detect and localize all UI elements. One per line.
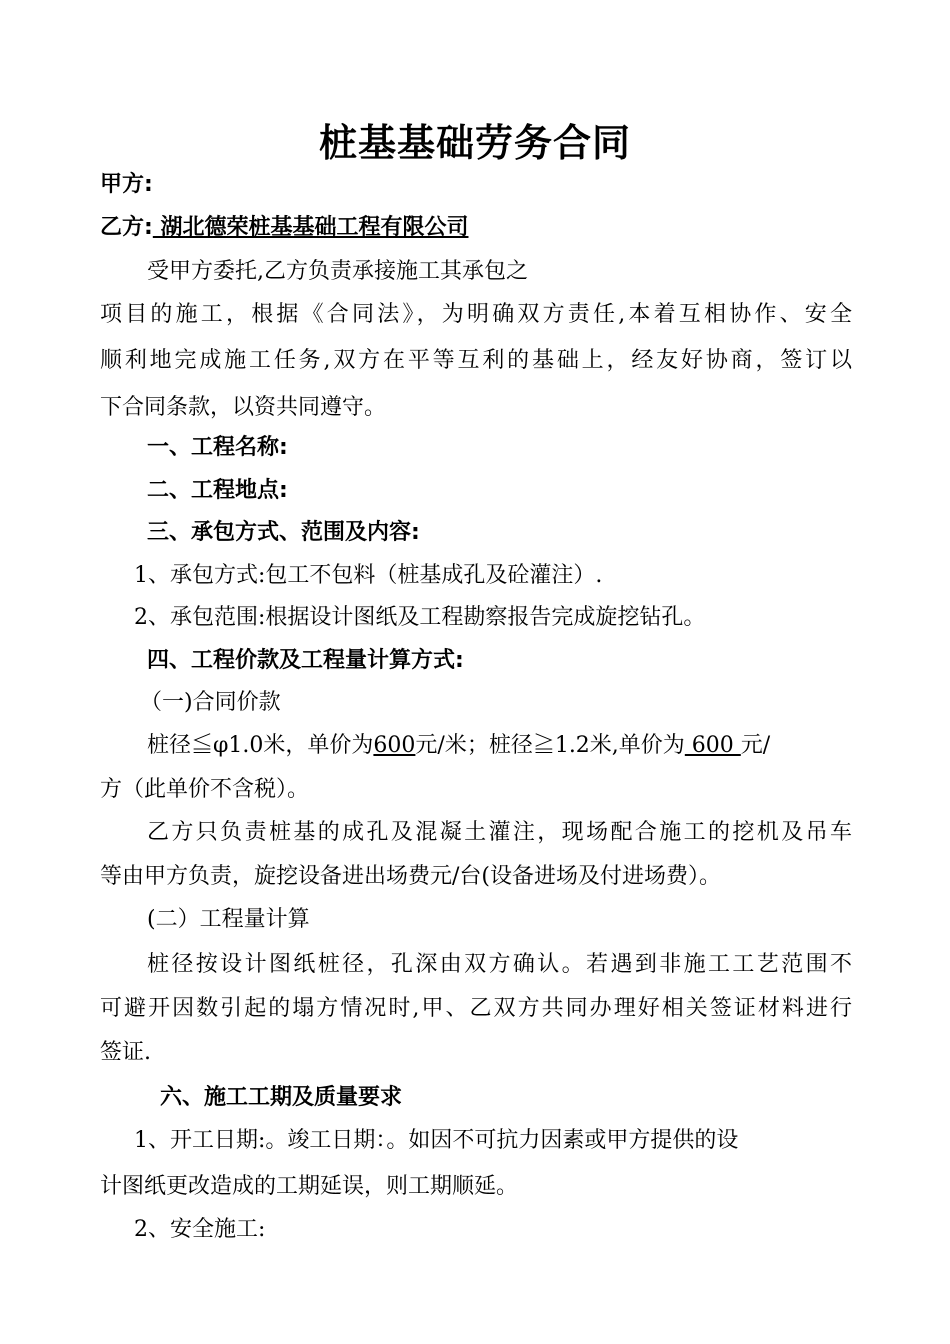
intro-line-3: 顺利地完成施工任务,双方在平等互利的基础上，经友好协商，签订以 xyxy=(100,348,852,373)
price-line-2: 方（此单价不含税）。 xyxy=(100,777,310,802)
quantity-line-3: 签证. xyxy=(100,1040,151,1065)
section-3-item-1: 1、承包方式:包工不包料（桩基成孔及砼灌注）. xyxy=(134,563,603,588)
intro-line-1: 受甲方委托,乙方负责承接施工其承包之 xyxy=(147,259,528,284)
section-6-heading: 六、施工工期及质量要求 xyxy=(160,1085,403,1110)
document-title: 桩基基础劳务合同 xyxy=(318,121,631,165)
party-b-label: 乙方: xyxy=(100,215,153,240)
intro-line-2: 项目的施工，根据《合同法》，为明确双方责任,本着互相协作、安全 xyxy=(100,302,852,327)
price-value-a: 600 xyxy=(373,733,416,758)
subsection-2-heading: (二）工程量计算 xyxy=(147,907,310,932)
quantity-line-2: 可避开因数引起的塌方情况时,甲、乙双方共同办理好相关签证材料进行 xyxy=(100,996,852,1021)
section-6-item-2: 2、安全施工: xyxy=(134,1217,266,1242)
quantity-line-1: 桩径按设计图纸桩径，孔深由双方确认。若遇到非施工工艺范围不 xyxy=(147,952,852,977)
section-1-heading: 一、工程名称: xyxy=(147,435,288,460)
party-b-line xyxy=(100,213,468,243)
section-6-item-1-line-1: 1、开工日期:。竣工日期：。如因不可抗力因素或甲方提供的设 xyxy=(134,1128,739,1153)
section-4-heading: 四、工程价款及工程量计算方式: xyxy=(147,648,464,673)
party-b-name: 湖北德荣桩基基础工程有限公司 xyxy=(152,215,469,240)
section-3-item-2: 2、承包范围:根据设计图纸及工程勘察报告完成旋挖钻孔。 xyxy=(134,605,706,630)
responsibility-line-2: 等由甲方负责，旋挖设备进出场费元/台(设备进场及付进场费）。 xyxy=(100,864,721,889)
price-value-b: 600 xyxy=(684,733,741,758)
section-2-heading: 二、工程地点: xyxy=(147,478,288,503)
section-6-item-1-line-2: 计图纸更改造成的工期延误，则工期顺延。 xyxy=(100,1174,519,1199)
responsibility-line-1: 乙方只负责桩基的成孔及混凝土灌注，现场配合施工的挖机及吊车 xyxy=(147,820,852,845)
price-text-a: 桩径≦φ1.0米，单价为 xyxy=(147,733,374,758)
section-3-heading: 三、承包方式、范围及内容: xyxy=(147,520,420,545)
intro-line-4: 下合同条款，以资共同遵守。 xyxy=(100,395,387,420)
price-text-c: 元/ xyxy=(740,733,771,758)
subsection-1-heading: （一)合同价款 xyxy=(140,690,281,715)
party-a-label: 甲方: xyxy=(100,172,153,197)
price-text-b: 元/米；桩径≧1.2米,单价为 xyxy=(415,733,685,758)
price-line xyxy=(147,731,770,761)
